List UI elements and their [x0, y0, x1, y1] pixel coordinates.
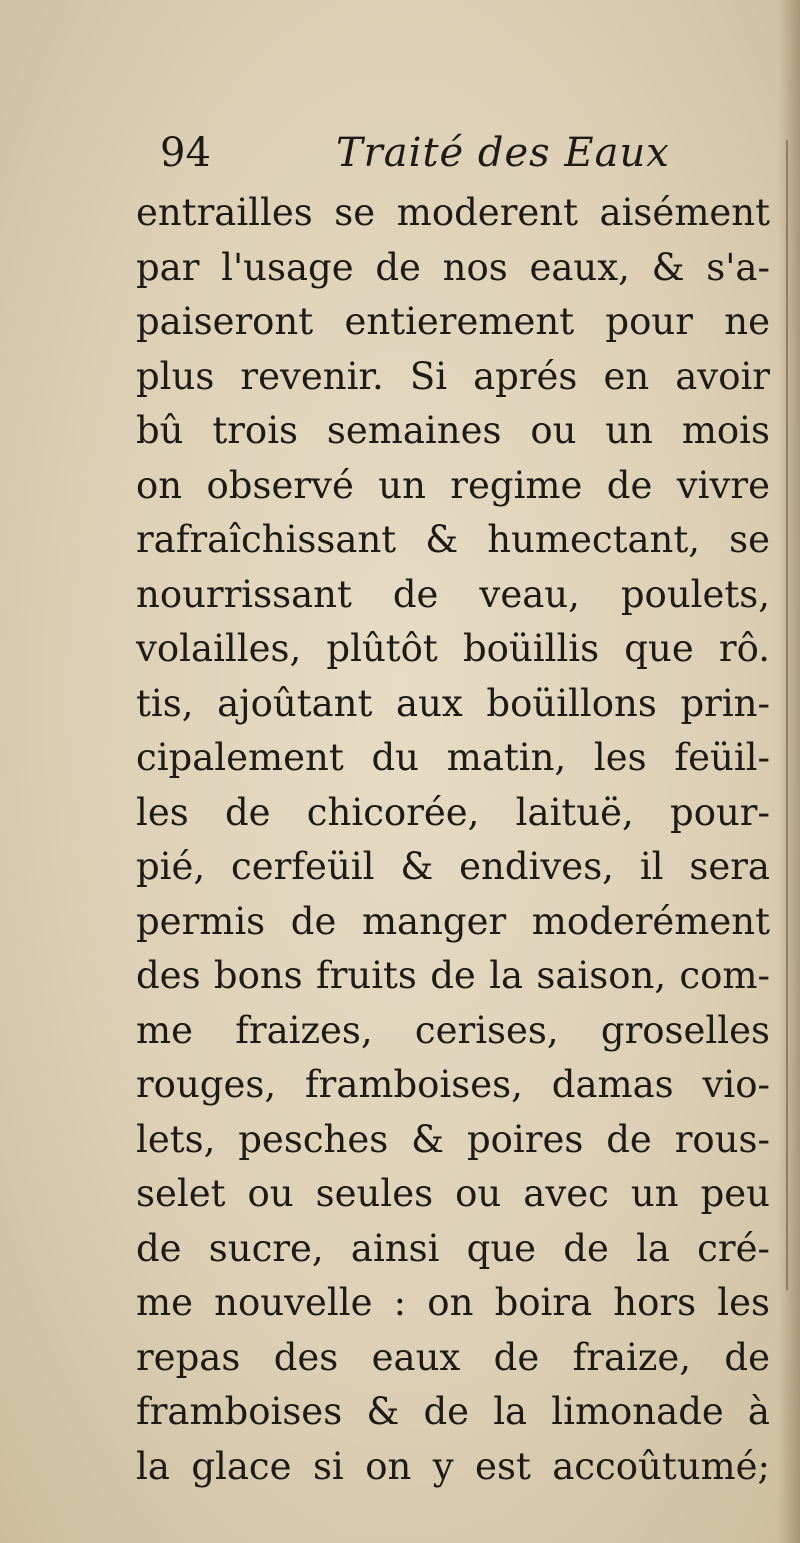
- text-line: de sucre, ainsi que de la cré-: [136, 1226, 770, 1270]
- body-text: [136, 186, 770, 1494]
- text-line: volailles, plûtôt boüillis que rô.: [136, 627, 770, 670]
- text-line: paiseront entierement pour ne: [136, 300, 770, 343]
- text-line: par l'usage de nos eaux, & s'a-: [136, 245, 770, 289]
- text-line: me nouvelle : on boira hors les: [136, 1281, 770, 1324]
- text-line: bû trois semaines ou un mois: [136, 409, 770, 452]
- text-line: pié, cerfeüil & endives, il sera: [136, 845, 770, 888]
- page-header: [160, 130, 760, 190]
- text-line: permis de manger moderément: [136, 899, 770, 943]
- page-edge-line: [786, 140, 788, 1290]
- text-line: la glace si on y est accoûtumé;: [136, 1444, 770, 1488]
- page-number: 94: [160, 130, 211, 176]
- text-line: selet ou seules ou avec un peu: [136, 1172, 770, 1215]
- text-line: rouges, framboises, damas vio-: [136, 1063, 770, 1106]
- text-line: nourrissant de veau, poulets,: [136, 572, 770, 616]
- text-line: plus revenir. Si aprés en avoir: [136, 354, 770, 398]
- text-line: me fraizes, cerises, groselles: [136, 1008, 770, 1052]
- text-line: framboises & de la limonade à: [136, 1390, 770, 1433]
- gutter-shadow: [778, 0, 800, 1543]
- text-line: entrailles se moderent aisément: [136, 191, 770, 234]
- text-line: repas des eaux de fraize, de: [136, 1335, 770, 1379]
- text-line: rafraîchissant & humectant, se: [136, 518, 770, 561]
- text-line: des bons fruits de la saison, com-: [136, 954, 770, 997]
- text-line: lets, pesches & poires de rous-: [136, 1117, 770, 1161]
- text-line: cipalement du matin, les feüil-: [136, 736, 770, 779]
- text-line: tis, ajoûtant aux boüillons prin-: [136, 681, 770, 725]
- text-line: on observé un regime de vivre: [136, 463, 770, 507]
- running-title: Traité des Eaux: [336, 130, 670, 176]
- text-line: les de chicorée, laituë, pour-: [136, 790, 770, 834]
